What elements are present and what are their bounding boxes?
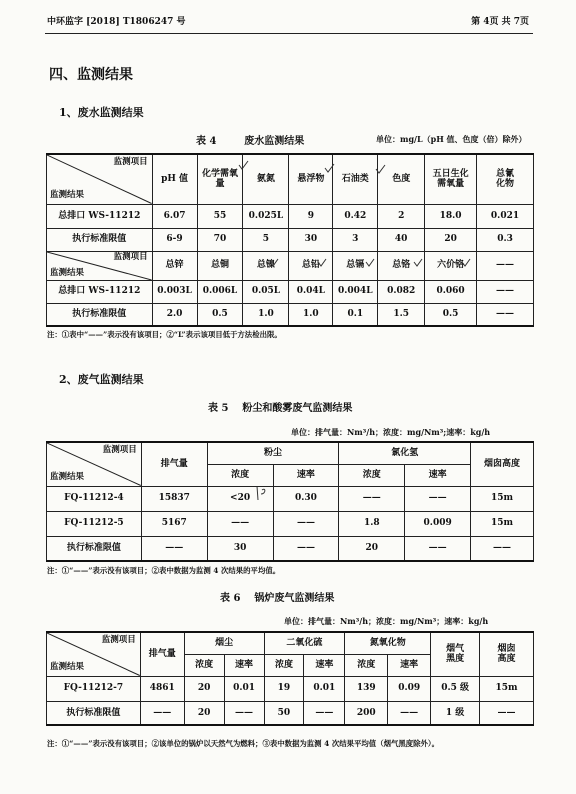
table-row xyxy=(47,701,534,725)
table-row xyxy=(47,251,534,280)
cell: —— xyxy=(339,486,405,511)
cell: 5 xyxy=(243,228,289,251)
cell: —— xyxy=(471,536,534,561)
header-divider xyxy=(45,33,533,34)
cell: 15m xyxy=(471,511,534,536)
header-cell: 化学需氧量 xyxy=(197,154,243,204)
cell: 0.01 xyxy=(304,676,345,701)
row-label: FQ-11212-5 xyxy=(47,511,142,536)
corner-top-label: 监测项目 xyxy=(102,445,137,455)
wastewater-subtitle: 1、废水监测结果 xyxy=(59,106,144,119)
cell: 50 xyxy=(264,701,304,725)
header-cell: 浓度 xyxy=(345,654,388,676)
table5-note: 注：①“——”表示没有该项目；②表中数据为监测 4 次结果的平均值。 xyxy=(47,566,281,575)
table5-caption: 表 5 粉尘和酸雾废气监测结果 xyxy=(208,403,353,414)
cell: 200 xyxy=(345,701,388,725)
table4-caption: 表 4 废水监测结果 xyxy=(196,136,305,147)
cell: 0.30 xyxy=(273,486,339,511)
header-cell: 浓度 xyxy=(184,654,224,676)
cell: 0.09 xyxy=(388,676,431,701)
corner-cell xyxy=(47,442,142,486)
table-row xyxy=(47,154,534,204)
corner-cell xyxy=(47,251,153,280)
header-cell: 烟尘 xyxy=(184,632,264,654)
page-number: 第 4页 共 7页 xyxy=(471,17,529,27)
corner-bottom-label: 监测结果 xyxy=(50,189,85,200)
cell: —— xyxy=(405,536,471,561)
cell: 2.0 xyxy=(152,303,197,326)
cell: 20 xyxy=(184,676,224,701)
header-cell: 烟囱高度 xyxy=(471,442,534,486)
cell: —— xyxy=(388,701,431,725)
cell: 20 xyxy=(425,228,477,251)
header-cell: 总铅 xyxy=(289,251,333,280)
cell: 0.025L xyxy=(243,204,289,228)
cell: —— xyxy=(207,511,273,536)
corner-bottom-label: 监测结果 xyxy=(50,267,85,278)
cell: 0.004L xyxy=(333,280,378,303)
cell: 0.5 xyxy=(425,303,477,326)
cell: 0.082 xyxy=(378,280,425,303)
table-row xyxy=(47,486,534,511)
cell: 6-9 xyxy=(152,228,197,251)
header-cell: 烟囱高度 xyxy=(480,632,534,676)
header-cell: —— xyxy=(477,251,534,280)
cell: 1.0 xyxy=(243,303,289,326)
cell: 15m xyxy=(471,486,534,511)
cell: 15837 xyxy=(141,486,207,511)
header-cell: pH 值 xyxy=(152,154,197,204)
wastewater-table xyxy=(46,153,534,327)
cell: 9 xyxy=(289,204,333,228)
cell: —— xyxy=(273,511,339,536)
header-cell: 总镉 xyxy=(333,251,378,280)
cell: 18.0 xyxy=(425,204,477,228)
cell: 1.8 xyxy=(339,511,405,536)
row-label: 执行标准限值 xyxy=(47,228,153,251)
cell: 19 xyxy=(264,676,304,701)
table-row xyxy=(47,676,534,701)
table-row xyxy=(47,228,534,251)
cell: 0.42 xyxy=(333,204,378,228)
header-cell: 速率 xyxy=(304,654,345,676)
header-cell: 粉尘 xyxy=(207,442,339,464)
row-label: FQ-11212-7 xyxy=(47,676,141,701)
cell: 30 xyxy=(289,228,333,251)
row-label: FQ-11212-4 xyxy=(47,486,142,511)
header-cell: 速率 xyxy=(405,464,471,486)
header-cell: 二氧化硫 xyxy=(264,632,345,654)
cell: 6.07 xyxy=(152,204,197,228)
table6-note: 注：①“——”表示没有该项目；②该单位的锅炉以天然气为燃料；③表中数据为监测 4 次结果平均值（烟气黑度除外）。 xyxy=(47,739,440,748)
boiler-exhaust-table xyxy=(46,631,534,726)
row-label: 执行标准限值 xyxy=(47,303,153,326)
cell: 40 xyxy=(378,228,425,251)
cell: 0.021 xyxy=(477,204,534,228)
cell: 0.009 xyxy=(405,511,471,536)
cell: —— xyxy=(480,701,534,725)
cell: 0.006L xyxy=(197,280,243,303)
row-label: 总排口 WS-11212 xyxy=(47,280,153,303)
cell: 0.003L xyxy=(152,280,197,303)
report-number: 中环监字 [2018] T1806247 号 xyxy=(47,17,186,27)
header-cell: 烟气黑度 xyxy=(431,632,480,676)
table-row xyxy=(47,442,534,464)
header-cell: 氮氧化物 xyxy=(345,632,431,654)
table-row xyxy=(47,204,534,228)
dust-acid-mist-table xyxy=(46,441,534,562)
corner-cell xyxy=(47,632,141,676)
header-cell: 浓度 xyxy=(207,464,273,486)
table-row xyxy=(47,511,534,536)
cell: 0.3 xyxy=(477,228,534,251)
cell: 1.0 xyxy=(289,303,333,326)
row-label: 执行标准限值 xyxy=(47,701,141,725)
header-cell: 排气量 xyxy=(140,632,184,676)
cell: 20 xyxy=(339,536,405,561)
header-cell: 六价铬 xyxy=(425,251,477,280)
cell: <20 xyxy=(207,486,273,511)
cell: —— xyxy=(140,701,184,725)
corner-cell xyxy=(47,154,153,204)
header-cell: 浓度 xyxy=(339,464,405,486)
cell: 0.04L xyxy=(289,280,333,303)
cell: 0.05L xyxy=(243,280,289,303)
corner-top-label: 监测项目 xyxy=(113,157,148,167)
cell: 139 xyxy=(345,676,388,701)
header-cell: 氯化氢 xyxy=(339,442,471,464)
cell: 1.5 xyxy=(378,303,425,326)
header-cell: 总镍 xyxy=(243,251,289,280)
header-cell: 悬浮物 xyxy=(289,154,333,204)
header-cell: 浓度 xyxy=(264,654,304,676)
row-label: 总排口 WS-11212 xyxy=(47,204,153,228)
corner-bottom-label: 监测结果 xyxy=(50,471,85,482)
header-cell: 总铜 xyxy=(197,251,243,280)
corner-bottom-label: 监测结果 xyxy=(50,661,85,672)
header-cell: 总锌 xyxy=(152,251,197,280)
corner-top-label: 监测项目 xyxy=(113,251,148,262)
header-cell: 速率 xyxy=(224,654,264,676)
cell: 0.01 xyxy=(224,676,264,701)
cell: 5167 xyxy=(141,511,207,536)
cell: 4861 xyxy=(140,676,184,701)
cell: 0.1 xyxy=(333,303,378,326)
table-row xyxy=(47,536,534,561)
cell: —— xyxy=(273,536,339,561)
header-cell: 排气量 xyxy=(141,442,207,486)
cell: 0.5 级 xyxy=(431,676,480,701)
cell: 55 xyxy=(197,204,243,228)
cell: 0.5 xyxy=(197,303,243,326)
cell: —— xyxy=(477,303,534,326)
cell: 1 级 xyxy=(431,701,480,725)
cell: —— xyxy=(304,701,345,725)
table4-note: 注：①表中“——”表示没有该项目；②“L”表示该项目低于方法检出限。 xyxy=(47,330,282,339)
section-title: 四、监测结果 xyxy=(49,67,133,83)
cell: —— xyxy=(141,536,207,561)
cell: —— xyxy=(405,486,471,511)
table6-caption: 表 6 锅炉废气监测结果 xyxy=(220,593,335,604)
corner-top-label: 监测项目 xyxy=(101,635,136,645)
cell: 70 xyxy=(197,228,243,251)
cell: 3 xyxy=(333,228,378,251)
cell: 2 xyxy=(378,204,425,228)
header-cell: 五日生化需氧量 xyxy=(425,154,477,204)
header-cell: 速率 xyxy=(273,464,339,486)
row-label: 执行标准限值 xyxy=(47,536,142,561)
table5-unit: 单位：排气量：Nm³/h；浓度：mg/Nm³;速率：kg/h xyxy=(291,427,491,437)
header-cell: 总铬 xyxy=(378,251,425,280)
cell: 30 xyxy=(207,536,273,561)
table-row xyxy=(47,303,534,326)
table-row xyxy=(47,632,534,654)
table6-unit: 单位：排气量：Nm³/h；浓度：mg/Nm³；速率：kg/h xyxy=(284,616,489,626)
cell: 20 xyxy=(184,701,224,725)
exhaust-subtitle: 2、废气监测结果 xyxy=(59,373,144,386)
header-cell: 石油类 xyxy=(333,154,378,204)
header-cell: 色度 xyxy=(378,154,425,204)
header-cell: 速率 xyxy=(388,654,431,676)
cell: 0.060 xyxy=(425,280,477,303)
cell: —— xyxy=(224,701,264,725)
table4-unit: 单位：mg/L（pH 值、色度（倍）除外） xyxy=(376,134,527,144)
header-cell: 总氰化物 xyxy=(477,154,534,204)
table-row xyxy=(47,280,534,303)
header-cell: 氨氮 xyxy=(243,154,289,204)
cell: 15m xyxy=(480,676,534,701)
cell: —— xyxy=(477,280,534,303)
